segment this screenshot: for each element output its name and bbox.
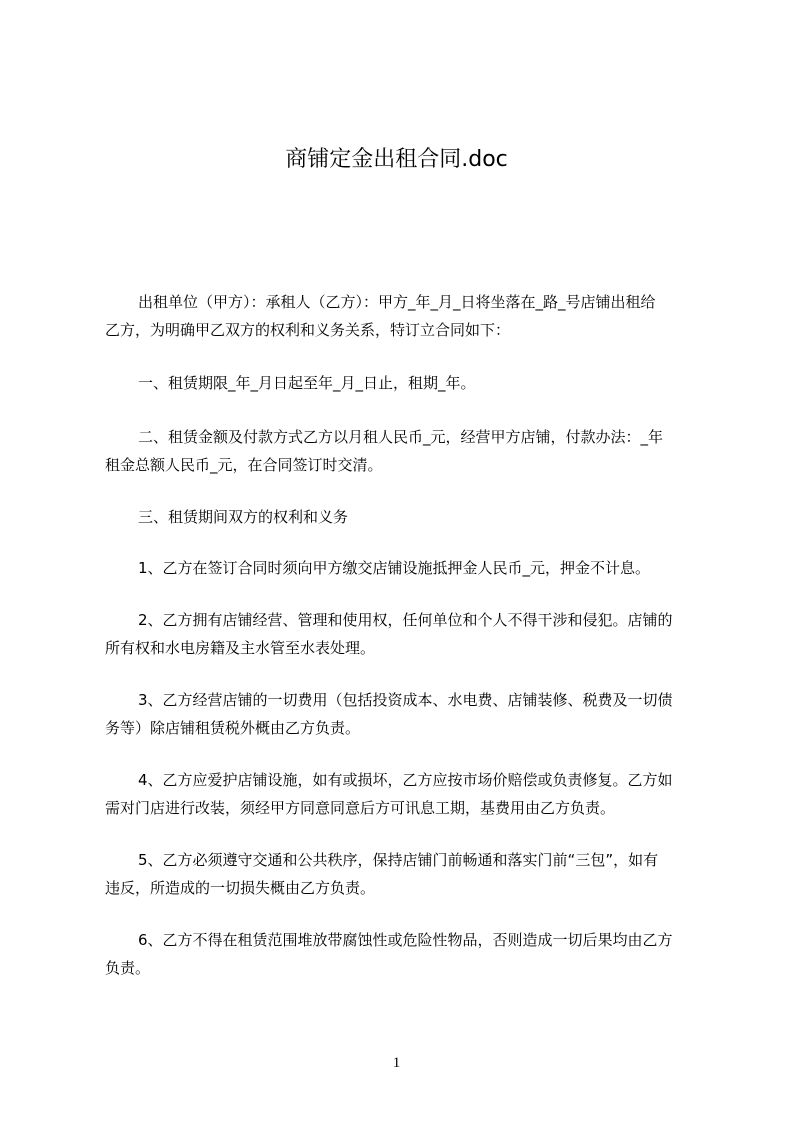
text-line: 乙方，为明确甲乙双方的权利和义务关系，特订立合同如下：: [105, 321, 511, 339]
document-title: 商铺定金出租合同.doc: [285, 147, 508, 172]
paragraph-clause-2: [105, 606, 715, 662]
text-line: 负责。: [105, 959, 151, 977]
text-line: 2、乙方拥有店铺经营、管理和使用权，任何单位和个人不得干涉和侵犯。店铺的: [138, 611, 673, 629]
text-line: 6、乙方不得在租赁范围堆放带腐蚀性或危险性物品，否则造成一切后果均由乙方: [138, 931, 673, 949]
text-line: 1、乙方在签订合同时须向甲方缴交店铺设施抵押金人民币_元，押金不计息。: [138, 559, 651, 577]
text-line: 务等）除店铺租赁税外概由乙方负责。: [105, 719, 361, 737]
paragraph-clause-3: [105, 686, 715, 742]
text-line: 出租单位（甲方）：承租人（乙方）：甲方_年_月_日将坐落在_路_号店铺出租给: [138, 293, 656, 311]
text-line: 违反，所造成的一切损失概由乙方负责。: [105, 879, 376, 897]
paragraph-clause-1: [105, 554, 715, 582]
paragraph-parties: [105, 288, 715, 344]
text-line: 需对门店进行改装，须经甲方同意同意后方可讯息工期，基费用由乙方负责。: [105, 799, 616, 817]
paragraph-lease-term: [105, 369, 715, 397]
paragraph-rights-heading: [105, 503, 715, 531]
paragraph-clause-5: [105, 846, 715, 902]
text-line: 三、租赁期间双方的权利和义务: [138, 508, 349, 526]
paragraph-clause-6: [105, 926, 715, 982]
text-line: 4、乙方应爱护店铺设施，如有或损坏，乙方应按市场价赔偿或负责修复。乙方如: [138, 771, 673, 789]
text-line: 一、租赁期限_年_月日起至年_月_日止，租期_年。: [138, 374, 476, 392]
text-line: 所有权和水电房籍及主水管至水表处理。: [105, 639, 376, 657]
text-line: 3、乙方经营店铺的一切费用（包括投资成本、水电费、店铺装修、税费及一切债: [138, 691, 673, 709]
text-line: 5、乙方必须遵守交通和公共秩序，保持店铺门前畅通和落实门前“三包”，如有: [138, 851, 659, 869]
page-number: 1: [392, 1055, 401, 1071]
text-line: 租金总额人民币_元，在合同签订时交清。: [105, 456, 383, 474]
text-line: 二、租赁金额及付款方式乙方以月租人民币_元，经营甲方店铺，付款办法：_年: [138, 428, 664, 446]
paragraph-rent-payment: [105, 423, 715, 479]
paragraph-clause-4: [105, 766, 715, 822]
